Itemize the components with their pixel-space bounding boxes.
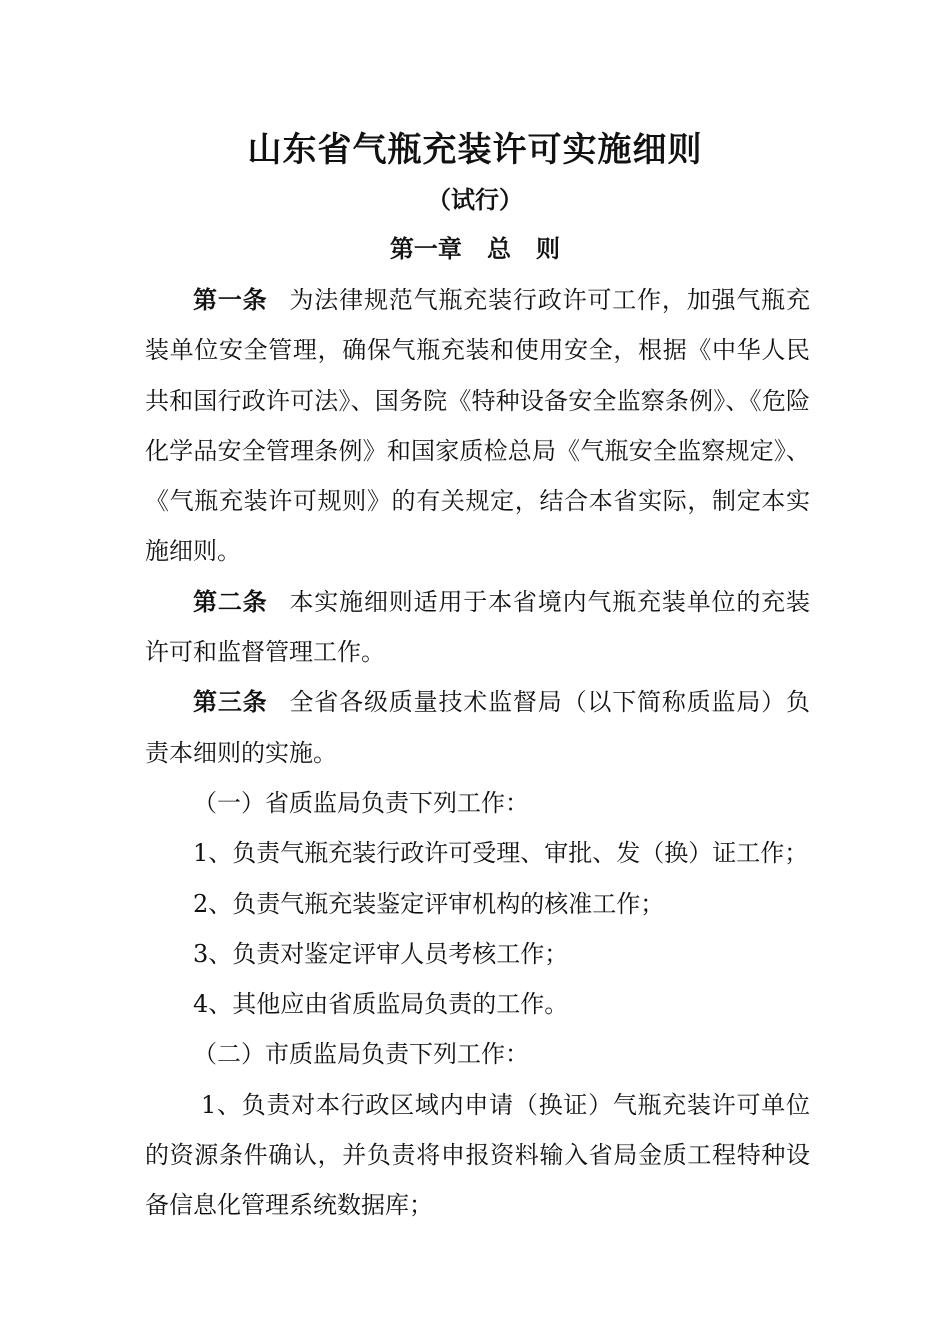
chapter-heading: 第一章 总 则 (389, 234, 561, 263)
list-item: （二）市质监局负责下列工作： (193, 1040, 529, 1069)
list-item: 4、其他应由省质监局负责的工作。 (193, 990, 569, 1019)
article-1-text: 为法律规范气瓶充装行政许可工作，加强气瓶充装单位安全管理，确保气瓶充装和使用安全，根据《中华人民共和国行政许可法》、国务院《特种设备安全监察条例》、《危险化学品安全管理条例》和国家质检总局《气瓶安全监察规定》、《气瓶充装许可规则》的有关规定，结合本省实际，制定本实施细则。 (145, 286, 811, 566)
list-item: 1、负责气瓶充装行政许可受理、审批、发（换）证工作； (193, 839, 809, 868)
article-2-text: 本实施细则适用于本省境内气瓶充装单位的充装许可和监督管理工作。 (145, 587, 811, 667)
document-title: 山东省气瓶充装许可实施细则 (247, 130, 703, 170)
list-item: 3、负责对鉴定评审人员考核工作； (193, 939, 569, 968)
document-body (145, 275, 810, 1231)
document-subtitle: （试行） (427, 185, 523, 214)
list-item: （一）省质监局负责下列工作： (193, 788, 529, 817)
article-2 (145, 577, 810, 678)
article-3-text: 全省各级质量技术监督局（以下简称质监局）负责本细则的实施。 (145, 688, 811, 767)
article-3-label: 第三条 (193, 687, 268, 717)
article-3 (145, 677, 810, 778)
article-1 (145, 275, 810, 577)
list-item: 2、负责气瓶充装鉴定评审机构的核准工作； (193, 889, 665, 918)
article-2-label: 第二条 (193, 586, 268, 616)
list-item: 1、负责对本行政区域内申请（换证）气瓶充装许可单位的资源条件确认，并负责将申报资料输入省局金质工程特种设备信息化管理系统数据库； (145, 1090, 810, 1220)
article-1-label: 第一条 (193, 285, 268, 314)
